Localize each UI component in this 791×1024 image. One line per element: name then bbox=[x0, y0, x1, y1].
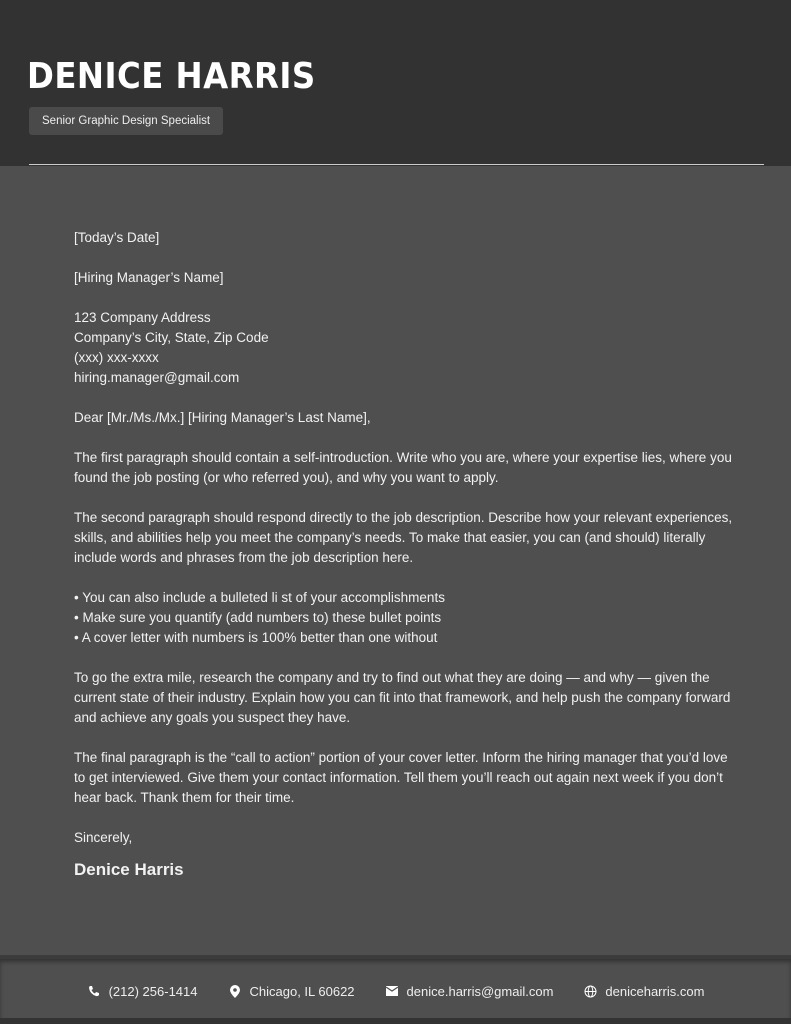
address-line: (xxx) xxx-xxxx bbox=[74, 350, 159, 365]
email-link[interactable]: denice.harris@gmail.com bbox=[406, 983, 554, 999]
job-title-badge: Senior Graphic Design Specialist bbox=[29, 107, 223, 135]
envelope-icon bbox=[385, 984, 399, 998]
location-text: Chicago, IL 60622 bbox=[249, 983, 355, 999]
date: [Today’s Date] bbox=[74, 230, 160, 245]
phone-icon bbox=[87, 984, 101, 998]
applicant-name: DENICE HARRIS bbox=[27, 56, 316, 97]
contact-location bbox=[228, 984, 355, 999]
location-pin-icon bbox=[228, 984, 242, 998]
header-divider bbox=[29, 164, 764, 165]
footer-bottom-strip bbox=[0, 1018, 791, 1024]
address-line: 123 Company Address bbox=[74, 310, 211, 325]
globe-icon bbox=[583, 984, 597, 998]
bullet-list bbox=[74, 588, 734, 648]
website-link[interactable]: deniceharris.com bbox=[605, 983, 705, 999]
paragraph: The second paragraph should respond directly to the job description. Describe how your relevant experiences, skills, and abilities help you meet the company’s needs. To make that easier, you can (and should) literally include words and phrases from the job description here. bbox=[74, 510, 733, 565]
closing: Sincerely, bbox=[74, 830, 133, 845]
address-line: Company’s City, State, Zip Code bbox=[74, 330, 269, 345]
paragraph: The final paragraph is the “call to action” portion of your cover letter. Inform the hiring manager that you’d love to get interviewed. Give them your contact information. Tell them you’ll reach out again next week if you don’t hear back. Thank them for their time. bbox=[74, 750, 728, 805]
paragraph: The first paragraph should contain a self-introduction. Write who you are, where your expertise lies, where you found the job posting (or who referred you), and why you want to apply. bbox=[74, 450, 732, 485]
paragraph: To go the extra mile, research the company and try to find out what they are doing — and why — given the current state of their industry. Explain how you can fit into that framework, and help push the company forward and achieve any goals you suspect they have. bbox=[74, 670, 731, 725]
contact-email[interactable] bbox=[385, 984, 554, 999]
contact-website[interactable] bbox=[583, 984, 704, 999]
contact-footer bbox=[0, 955, 791, 1023]
salutation: Dear [Mr./Ms./Mx.] [Hiring Manager’s Last Name], bbox=[74, 410, 371, 425]
header bbox=[0, 0, 791, 166]
contact-phone bbox=[87, 984, 198, 999]
address-line: hiring.manager@gmail.com bbox=[74, 370, 240, 385]
bullet-item: • You can also include a bulleted li st of your accomplishments bbox=[74, 590, 445, 605]
bullet-item: • A cover letter with numbers is 100% better than one without bbox=[74, 630, 438, 645]
phone-text: (212) 256-1414 bbox=[108, 983, 198, 999]
hiring-manager-name: [Hiring Manager’s Name] bbox=[74, 270, 224, 285]
signature: Denice Harris bbox=[74, 860, 184, 879]
letter-body bbox=[74, 228, 734, 880]
recipient-address bbox=[74, 308, 734, 388]
bullet-item: • Make sure you quantify (add numbers to) these bullet points bbox=[74, 610, 442, 625]
